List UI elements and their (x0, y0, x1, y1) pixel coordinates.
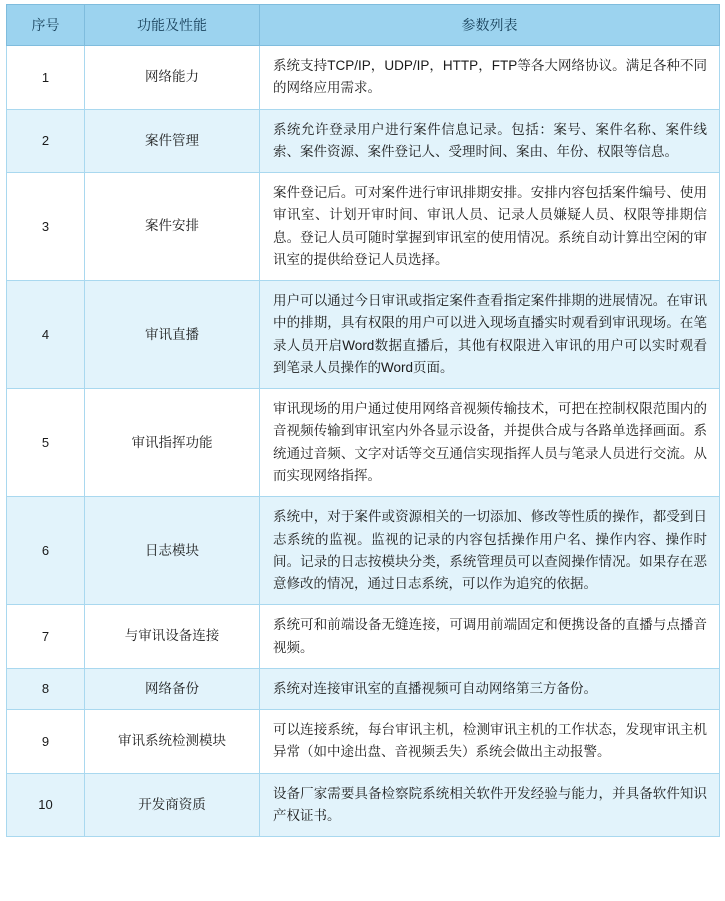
column-header-index: 序号 (7, 5, 85, 46)
cell-feature: 审讯直播 (85, 281, 260, 389)
table-header-row (7, 5, 720, 46)
cell-params (260, 605, 720, 669)
table-row (7, 173, 720, 281)
cell-feature: 与审讯设备连接 (85, 605, 260, 669)
cell-params (260, 710, 720, 774)
cell-params-text: 可以连接系统，每台审讯主机，检测审讯主机的工作状态，发现审讯主机异常（如中途出盘、音视频丢失）系统会做出主动报警。 (273, 722, 707, 760)
cell-params (260, 173, 720, 281)
cell-params (260, 281, 720, 389)
cell-params (260, 389, 720, 497)
cell-params-text: 案件登记后。可对案件进行审讯排期安排。安排内容包括案件编号、使用审讯室、计划开审时间、审讯人员、记录人员嫌疑人员、权限等排期信息。登记人员可随时掌握到审讯室的使用情况。系统自动计算出空闲的审讯室的提供给登记人员选择。 (273, 185, 707, 267)
cell-params (260, 668, 720, 709)
table-body (7, 46, 720, 837)
table-row (7, 668, 720, 709)
cell-index: 8 (7, 668, 85, 709)
table-row (7, 773, 720, 837)
cell-params (260, 46, 720, 110)
cell-feature: 审讯系统检测模块 (85, 710, 260, 774)
table-row (7, 46, 720, 110)
cell-params (260, 497, 720, 605)
table-row (7, 710, 720, 774)
column-header-feature: 功能及性能 (85, 5, 260, 46)
cell-index: 6 (7, 497, 85, 605)
table-row (7, 389, 720, 497)
table-header (7, 5, 720, 46)
cell-index: 10 (7, 773, 85, 837)
cell-params (260, 109, 720, 173)
cell-params-text: 用户可以通过今日审讯或指定案件查看指定案件排期的进展情况。在审讯中的排期，具有权限的用户可以进入现场直播实时观看到审讯现场。在笔录人员开启Word数据直播后，其他有权限进入审讯的用户可以实时观看到笔录人员操作的Word页面。 (273, 293, 707, 375)
cell-index: 9 (7, 710, 85, 774)
specification-table (6, 4, 720, 837)
cell-index: 5 (7, 389, 85, 497)
cell-params-text: 系统允许登录用户进行案件信息记录。包括：案号、案件名称、案件线索、案件资源、案件登记人、受理时间、案由、年份、权限等信息。 (273, 121, 707, 159)
table-row (7, 605, 720, 669)
cell-feature: 开发商资质 (85, 773, 260, 837)
cell-feature: 案件安排 (85, 173, 260, 281)
cell-feature: 网络备份 (85, 668, 260, 709)
cell-index: 1 (7, 46, 85, 110)
cell-params (260, 773, 720, 837)
cell-feature: 网络能力 (85, 46, 260, 110)
cell-params-text: 系统对连接审讯室的直播视频可自动网络第三方备份。 (273, 680, 597, 696)
column-header-params: 参数列表 (260, 5, 720, 46)
cell-params-text: 系统支持TCP/IP，UDP/IP，HTTP，FTP等各大网络协议。满足各种不同的网络应用需求。 (273, 58, 707, 96)
cell-index: 4 (7, 281, 85, 389)
cell-index: 3 (7, 173, 85, 281)
table-row (7, 497, 720, 605)
cell-feature: 审讯指挥功能 (85, 389, 260, 497)
table-row (7, 281, 720, 389)
cell-params-text: 审讯现场的用户通过使用网络音视频传输技术，可把在控制权限范围内的音视频传输到审讯室内外各显示设备，并提供合成与各路单选择画面。系统通过音频、文字对话等交互通信实现指挥人员与笔录人员进行交流。从而实现网络指挥。 (273, 401, 707, 483)
cell-index: 7 (7, 605, 85, 669)
table-row (7, 109, 720, 173)
cell-params-text: 系统可和前端设备无缝连接，可调用前端固定和便携设备的直播与点播音视频。 (273, 617, 707, 655)
cell-index: 2 (7, 109, 85, 173)
cell-feature: 日志模块 (85, 497, 260, 605)
cell-params-text: 系统中，对于案件或资源相关的一切添加、修改等性质的操作，都受到日志系统的监视。监视的记录的内容包括操作用户名、操作内容、操作时间。记录的日志按模块分类，系统管理员可以查阅操作情况。如果存在恶意修改的情况，通过日志系统，可以作为追究的依据。 (273, 509, 707, 592)
cell-params-text: 设备厂家需要具备检察院系统相关软件开发经验与能力，并具备软件知识产权证书。 (273, 785, 707, 823)
cell-feature: 案件管理 (85, 109, 260, 173)
